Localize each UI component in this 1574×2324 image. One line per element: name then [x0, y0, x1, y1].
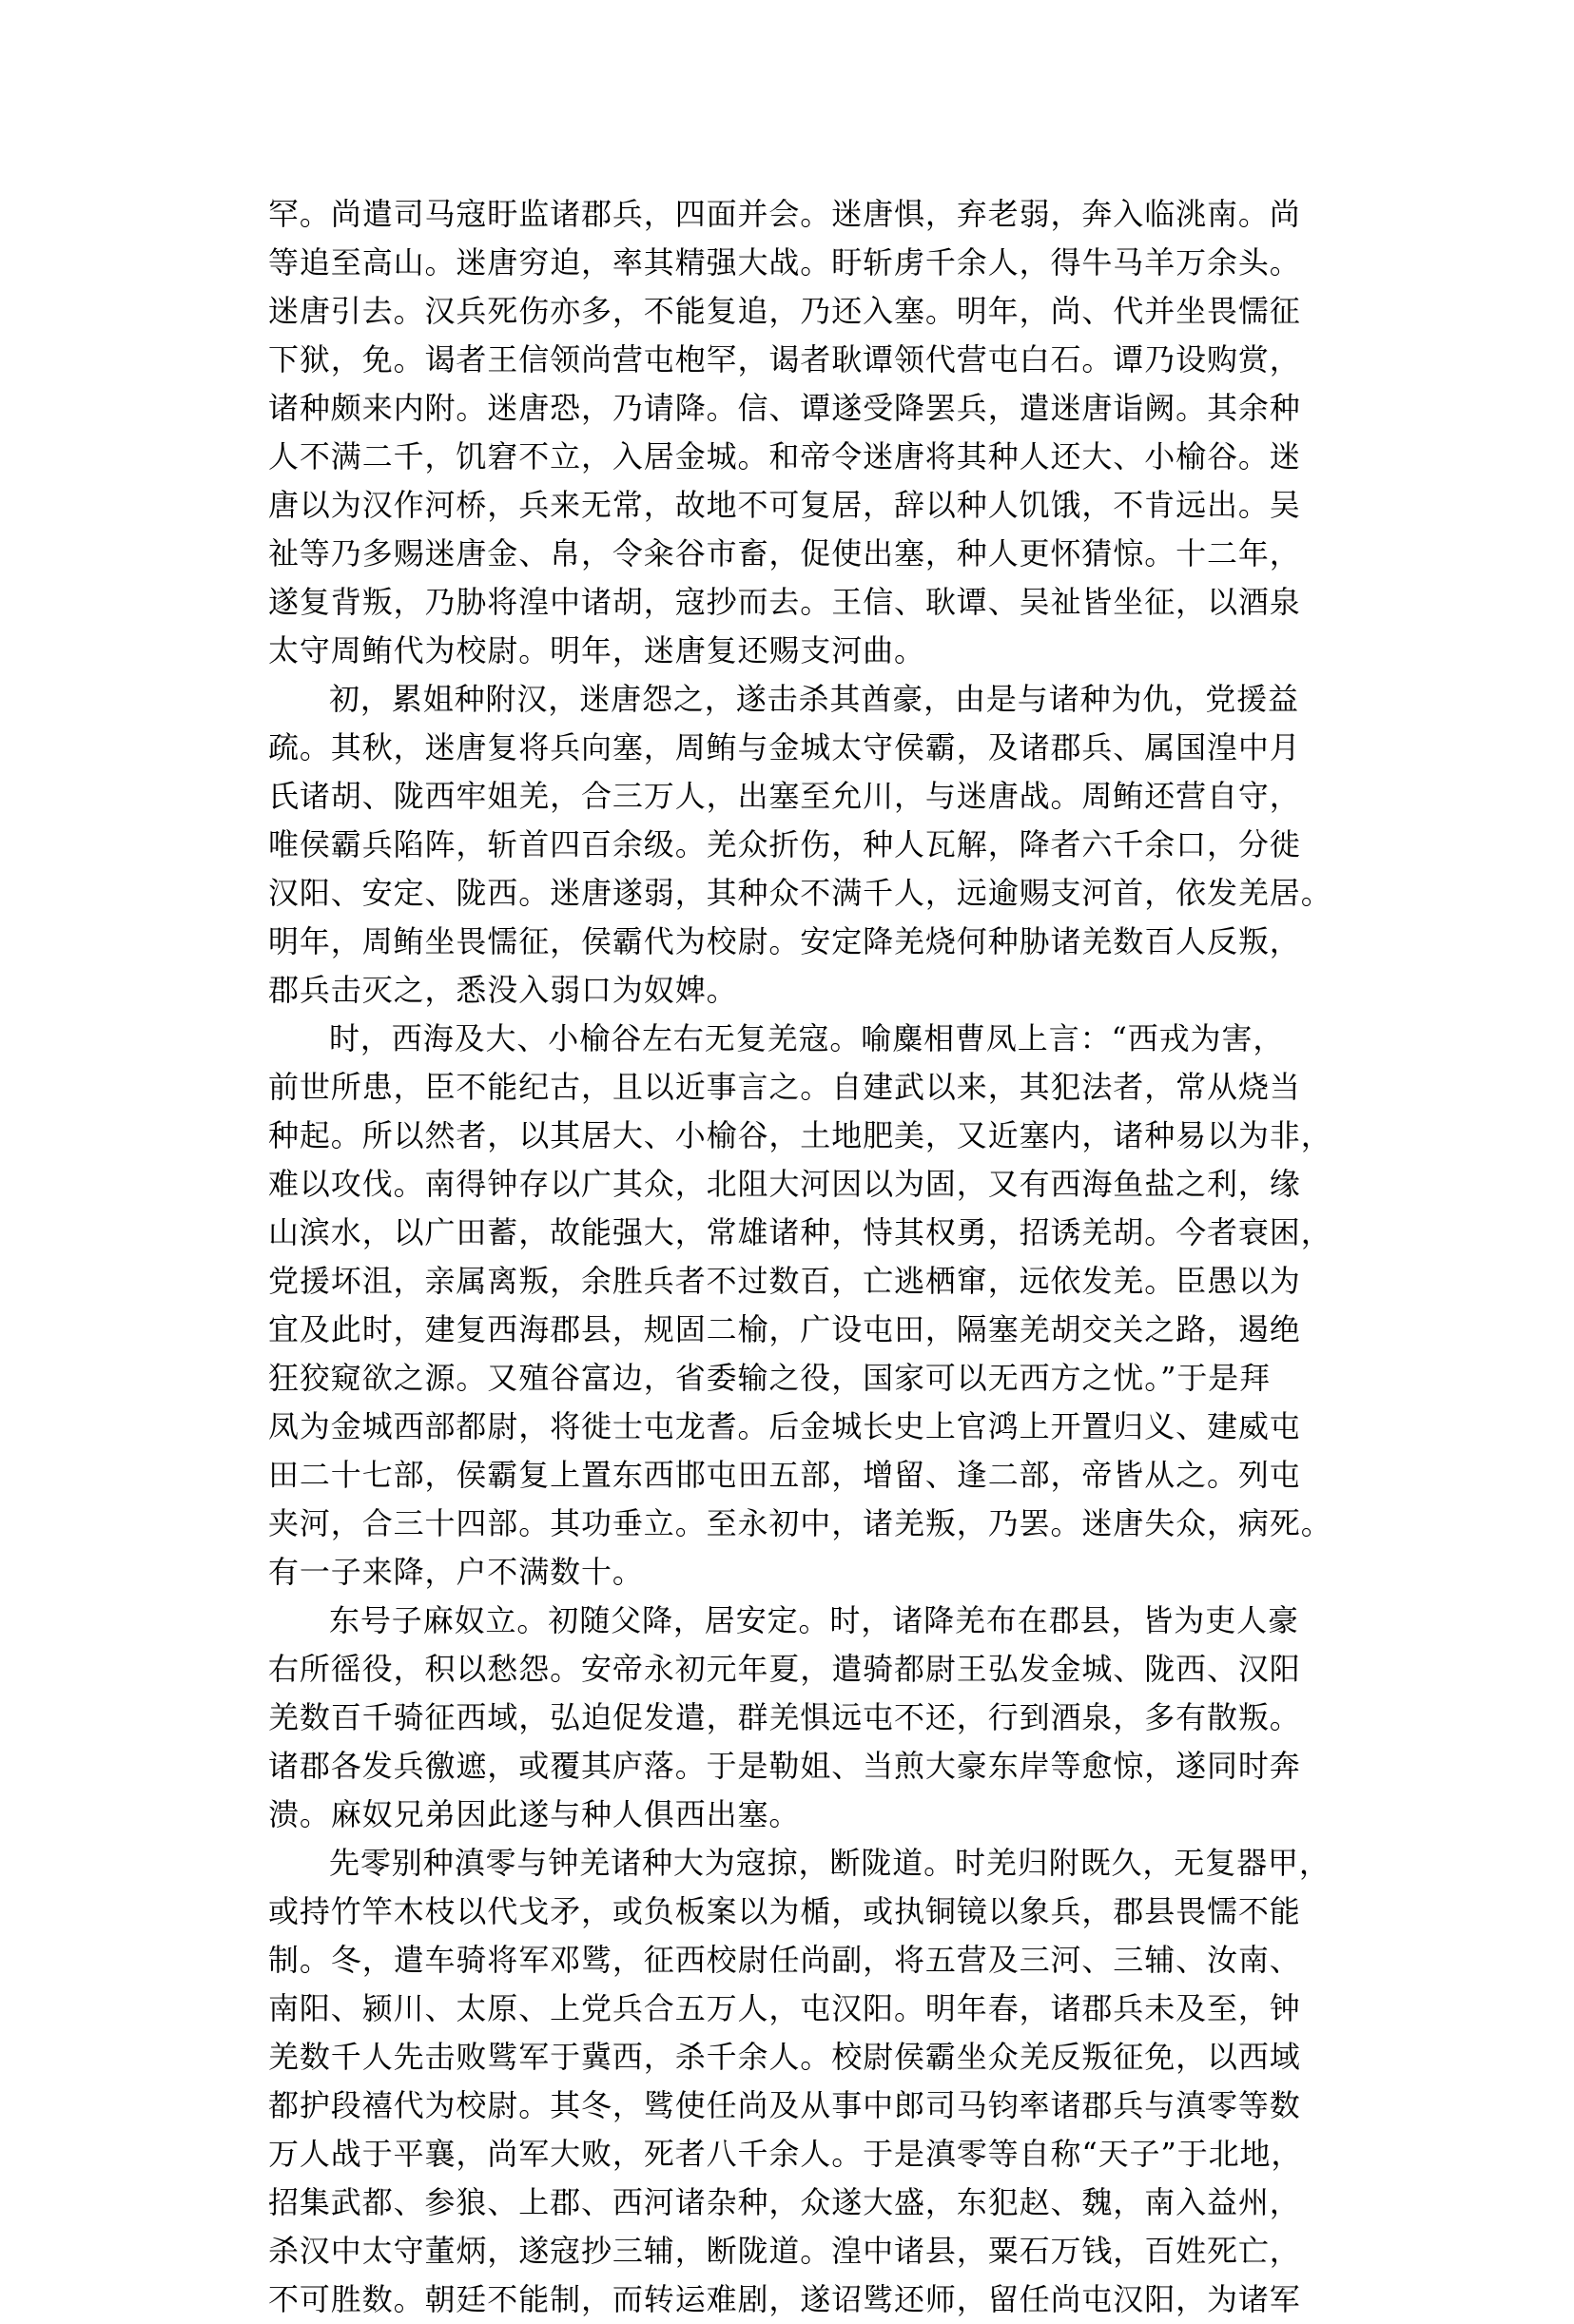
text-line: 疏。其秋，迷唐复将兵向塞，周鲔与金城太守侯霸，及诸郡兵、属国湟中月 — [268, 729, 1301, 765]
text-line: 太守周鲔代为校尉。明年，迷唐复还赐支河曲。 — [268, 632, 925, 668]
body-text — [268, 190, 1332, 2324]
paragraph — [268, 1015, 1332, 1597]
text-line: 万人战于平襄，尚军大败，死者八千余人。于是滇零等自称“天子”于北地， — [268, 2136, 1303, 2172]
text-line: 下狱，免。谒者王信领尚营屯枹罕，谒者耿谭领代营屯白石。谭乃设购赏， — [268, 341, 1301, 378]
text-line: 祉等乃多赐迷唐金、帛，令籴谷市畜，促使出塞，种人更怀猜惊。十二年， — [268, 535, 1301, 571]
paragraph — [268, 190, 1310, 675]
text-line: 制。冬，遣车骑将军邓骘，征西校尉任尚副，将五营及三河、三辅、汝南、 — [268, 1942, 1301, 1978]
text-line: 夹河，合三十四部。其功垂立。至永初中，诸羌叛，乃罢。迷唐失众，病死。 — [268, 1505, 1332, 1541]
text-line: 难以攻伐。南得钟存以广其众，北阻大河因以为固，又有西海鱼盐之利，缘 — [268, 1166, 1301, 1202]
text-line: 山滨水，以广田蓄，故能强大，常雄诸种，恃其权勇，招诱羌胡。今者衰困， — [268, 1214, 1332, 1250]
text-line: 明年，周鲔坐畏懦征，侯霸代为校尉。安定降羌烧何种胁诸羌数百人反叛， — [268, 923, 1301, 959]
text-line: 人不满二千，饥窘不立，入居金城。和帝令迷唐将其种人还大、小榆谷。迷 — [268, 438, 1301, 474]
paragraph — [268, 675, 1332, 1015]
text-line: 诸种颇来内附。迷唐恐，乃请降。信、谭遂受降罢兵，遣迷唐诣阙。其余种 — [268, 390, 1301, 426]
text-line: 时，西海及大、小榆谷左右无复羌寇。喻麋相曹凤上言：“西戎为害， — [329, 1020, 1285, 1056]
text-line: 党援坏沮，亲属离叛，余胜兵者不过数百，亡逃栖窜，远依发羌。臣愚以为 — [268, 1263, 1301, 1299]
text-line: 唯侯霸兵陷阵，斩首四百余级。羌众折伤，种人瓦解，降者六千余口，分徙 — [268, 826, 1301, 862]
text-line: 羌数千人先击败骘军于冀西，杀千余人。校尉侯霸坐众羌反叛征免，以西域 — [268, 2039, 1301, 2075]
text-line: 郡兵击灭之，悉没入弱口为奴婢。 — [268, 972, 738, 1008]
text-line: 等追至高山。迷唐穷迫，率其精强大战。盱斩虏千余人，得牛马羊万余头。 — [268, 244, 1301, 281]
text-line: 右所徭役，积以愁怨。安帝永初元年夏，遣骑都尉王弘发金城、陇西、汉阳 — [268, 1651, 1301, 1687]
text-line: 或持竹竿木枝以代戈矛，或负板案以为楯，或执铜镜以象兵，郡县畏懦不能 — [268, 1893, 1301, 1929]
text-line: 前世所患，臣不能纪古，且以近事言之。自建武以来，其犯法者，常从烧当 — [268, 1069, 1301, 1105]
text-line: 种起。所以然者，以其居大、小榆谷，土地肥美，又近塞内，诸种易以为非， — [268, 1117, 1332, 1153]
text-line: 东号子麻奴立。初随父降，居安定。时，诸降羌布在郡县，皆为吏人豪 — [329, 1602, 1299, 1638]
text-line: 唐以为汉作河桥，兵来无常，故地不可复居，辞以种人饥饿，不肯远出。吴 — [268, 487, 1301, 523]
text-line: 罕。尚遣司马寇盱监诸郡兵，四面并会。迷唐惧，弃老弱，奔入临洮南。尚 — [268, 196, 1301, 232]
text-line: 先零别种滇零与钟羌诸种大为寇掠，断陇道。时羌归附既久，无复器甲， — [329, 1845, 1331, 1881]
text-line: 不可胜数。朝廷不能制，而转运难剧，遂诏骘还师，留任尚屯汉阳，为诸军 — [268, 2281, 1301, 2317]
text-line: 狂狡窥欲之源。又殖谷富边，省委输之役，国家可以无西方之忧。”于是拜 — [268, 1360, 1272, 1396]
text-line: 宜及此时，建复西海郡县，规固二榆，广设屯田，隔塞羌胡交关之路，遏绝 — [268, 1311, 1301, 1347]
text-line: 凤为金城西部都尉，将徙士屯龙耆。后金城长史上官鸿上开置归义、建威屯 — [268, 1408, 1301, 1444]
text-line: 诸郡各发兵徼遮，或覆其庐落。于是勒姐、当煎大豪东岸等愈惊，遂同时奔 — [268, 1748, 1301, 1784]
text-line: 杀汉中太守董炳，遂寇抄三辅，断陇道。湟中诸县，粟石万钱，百姓死亡， — [268, 2233, 1301, 2269]
text-line: 溃。麻奴兄弟因此遂与种人俱西出塞。 — [268, 1796, 801, 1832]
text-line: 田二十七部，侯霸复上置东西邯屯田五部，增留、逢二部，帝皆从之。列屯 — [268, 1457, 1301, 1493]
text-line: 都护段禧代为校尉。其冬，骘使任尚及从事中郎司马钧率诸郡兵与滇零等数 — [268, 2087, 1301, 2123]
paragraph — [268, 1597, 1310, 1839]
text-line: 迷唐引去。汉兵死伤亦多，不能复追，乃还入塞。明年，尚、代并坐畏懦征 — [268, 293, 1301, 329]
text-line: 汉阳、安定、陇西。迷唐遂弱，其种众不满千人，远逾赐支河首，依发羌居。 — [268, 875, 1332, 911]
text-line: 羌数百千骑征西域，弘迫促发遣，群羌惧远屯不还，行到酒泉，多有散叛。 — [268, 1699, 1301, 1735]
paragraph — [268, 1839, 1331, 2324]
text-line: 招集武都、参狼、上郡、西河诸杂种，众遂大盛，东犯赵、魏，南入益州， — [268, 2184, 1301, 2220]
text-line: 初，累姐种附汉，迷唐怨之，遂击杀其酋豪，由是与诸种为仇，党援益 — [329, 681, 1299, 717]
text-line: 氏诸胡、陇西牢姐羌，合三万人，出塞至允川，与迷唐战。周鲔还营自守， — [268, 778, 1301, 814]
text-line: 遂复背叛，乃胁将湟中诸胡，寇抄而去。王信、耿谭、吴祉皆坐征，以酒泉 — [268, 584, 1301, 620]
text-line: 南阳、颍川、太原、上党兵合五万人，屯汉阳。明年春，诸郡兵未及至，钟 — [268, 1990, 1301, 2026]
text-line: 有一子来降，户不满数十。 — [268, 1554, 644, 1590]
